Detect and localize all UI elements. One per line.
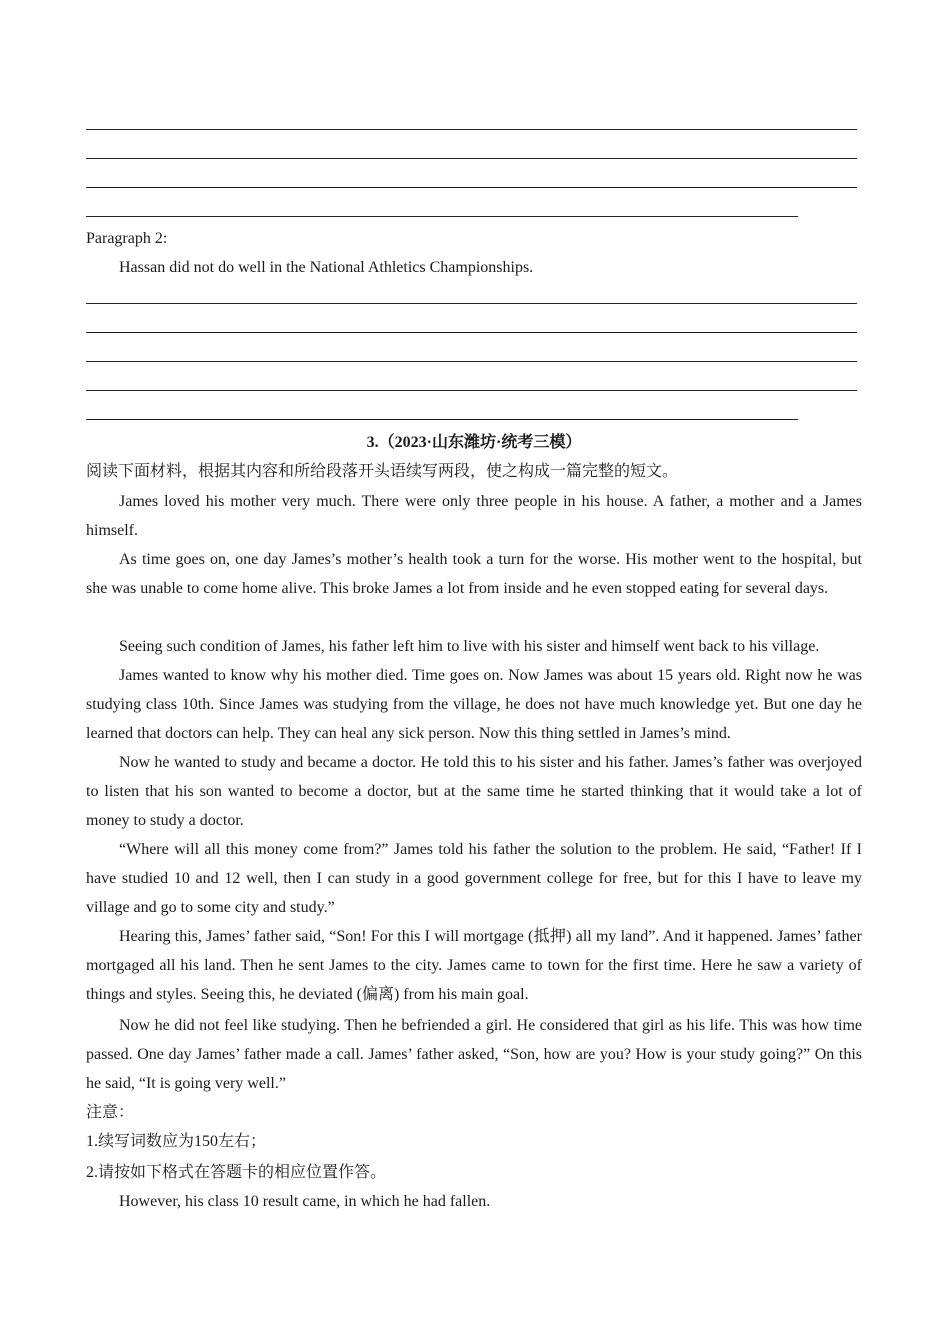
question-instruction: 阅读下面材料，根据其内容和所给段落开头语续写两段，使之构成一篇完整的短文。 [86,463,679,480]
answer-line[interactable] [86,187,857,188]
answer-line[interactable] [86,216,798,217]
story-paragraph: James loved his mother very much. There were only three people in his house. A father, a mother and a James himself. [86,493,862,539]
answer-line[interactable] [86,390,857,391]
note-item: 2.请按如下格式在答题卡的相应位置作答。 [86,1164,387,1181]
continuation-opening: However, his class 10 result came, in which he had fallen. [119,1193,491,1210]
question-title: 3.（2023·山东潍坊·统考三模） [366,434,582,451]
story-paragraph: Seeing such condition of James, his father left him to live with his sister and himself went back to his village. [119,638,820,655]
answer-line[interactable] [86,361,857,362]
answer-line[interactable] [86,419,798,420]
story-paragraph: Now he did not feel like studying. Then he befriended a girl. He considered that girl as his life. This was how time passed. One day James’ father made a call. James’ father asked, “Son, how are you? How is your study going?” On this he said, “It is going very well.” [86,1017,862,1092]
answer-line[interactable] [86,158,857,159]
story-paragraph: James wanted to know why his mother died. Time goes on. Now James was about 15 years old. Right now he was studying class 10th. Since James was studying from the village, he does not have much knowledge yet. But one day he learned that doctors can help. They can heal any sick person. Now this thing settled in James’s mind. [86,667,862,742]
story-paragraph: As time goes on, one day James’s mother’s health took a turn for the worse. His mother went to the hospital, but she was unable to come home alive. This broke James a lot from inside and he even stopped eating for several days. [86,551,862,597]
paragraph2-label: Paragraph 2: [86,230,168,247]
note-item: 1.续写词数应为150左右； [86,1133,267,1150]
story-paragraph: “Where will all this money come from?” James told his father the solution to the problem. He said, “Father! If I have studied 10 and 12 well, then I can study in a good government college for free, but for this I have to leave my village and go to some city and study.” [86,841,862,916]
answer-line[interactable] [86,303,857,304]
story-paragraph: Now he wanted to study and became a doctor. He told this to his sister and his father. James’s father was overjoyed to listen that his son wanted to become a doctor, but at the same time he started thinking that it would take a lot of money to study a doctor. [86,754,862,829]
notes-label: 注意： [86,1104,135,1121]
paragraph2-opening: Hassan did not do well in the National Athletics Championships. [119,259,534,276]
story-paragraph: Hearing this, James’ father said, “Son! For this I will mortgage (抵押) all my land”. And it happened. James’ father mortgaged all his land. Then he sent James to the city. James came to town for the first time. Here he saw a variety of things and styles. Seeing this, he deviated (偏离) from his main goal. [86,928,862,1003]
answer-line[interactable] [86,332,857,333]
answer-line[interactable] [86,129,857,130]
